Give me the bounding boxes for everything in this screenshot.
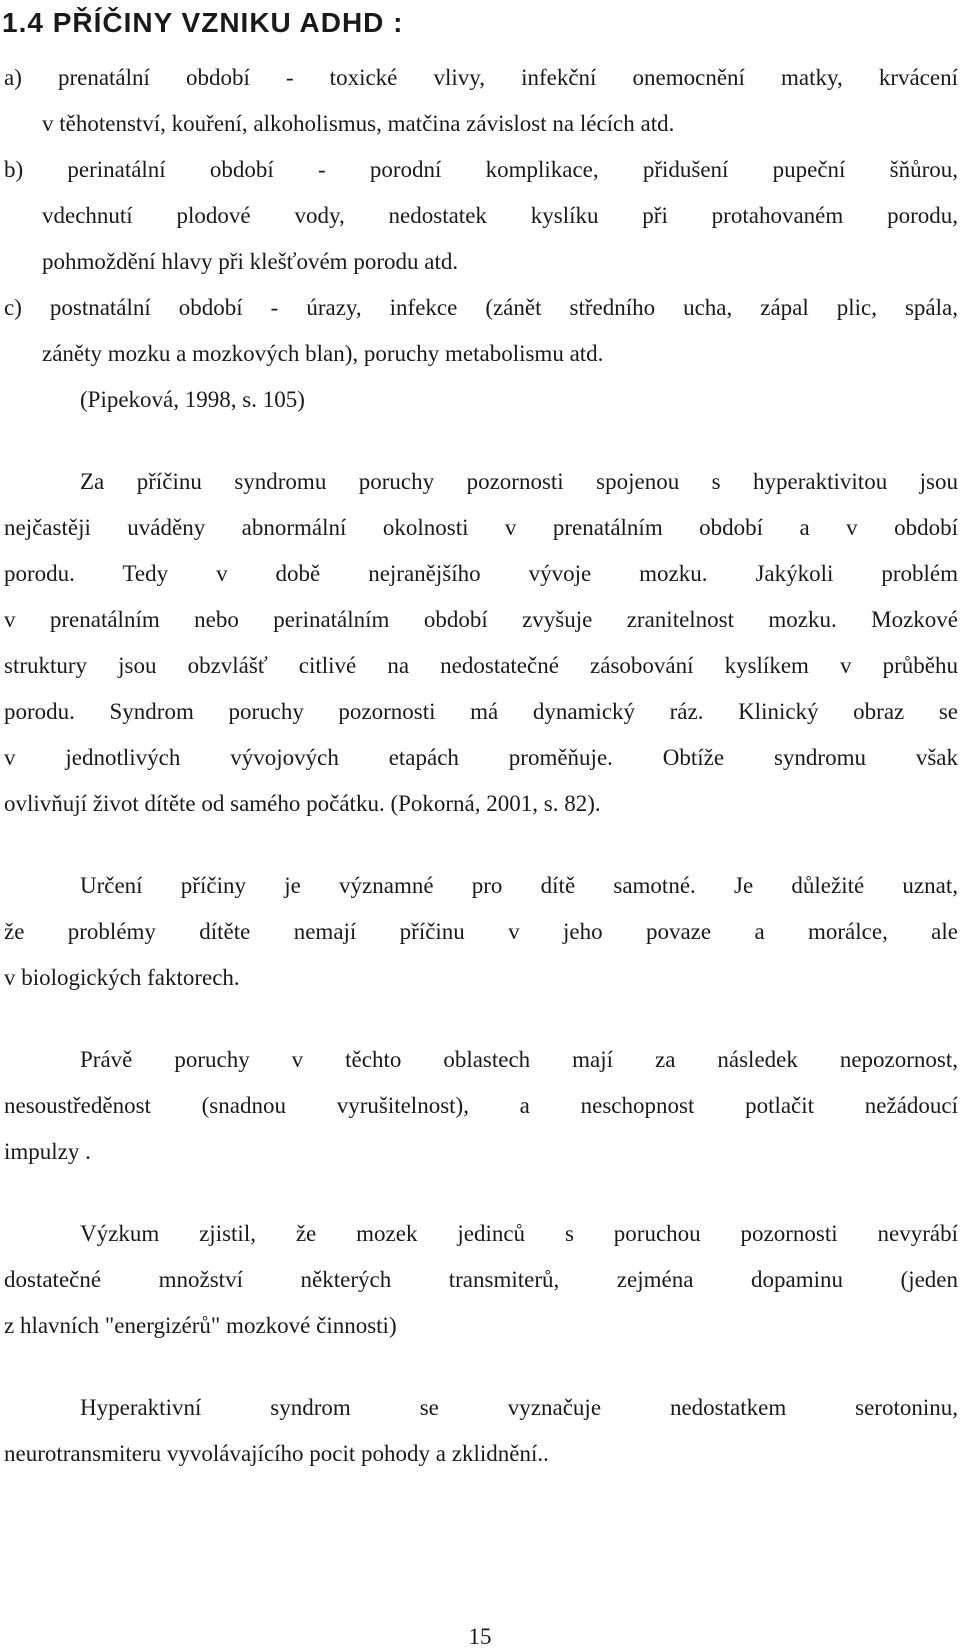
paragraph-4-line-1: Výzkum zjistil, že mozek jedinců s poruchou pozornosti nevyrábí <box>80 1221 958 1246</box>
cause-b-line-3: pohmoždění hlavy při klešťovém porodu atd. <box>42 249 459 274</box>
paragraph-2-line-2: že problémy dítěte nemají příčinu v jeho povaze a morálce, ale <box>4 919 958 944</box>
section-heading: 1.4 PŘÍČINY VZNIKU ADHD : <box>2 7 404 38</box>
paragraph-2-line-1: Určení příčiny je významné pro dítě samotné. Je důležité uznat, <box>80 873 958 898</box>
citation: (Pipeková, 1998, s. 105) <box>80 387 305 412</box>
paragraph-1-line-1: Za příčinu syndromu poruchy pozornosti spojenou s hyperaktivitou jsou <box>80 469 958 494</box>
paragraph-1-line-7: v jednotlivých vývojových etapách proměňuje. Obtíže syndromu však <box>4 745 958 770</box>
cause-b-line-2: vdechnutí plodové vody, nedostatek kyslíku při protahovaném porodu, <box>42 203 958 228</box>
paragraph-1-line-4: v prenatálním nebo perinatálním období zvyšuje zranitelnost mozku. Mozkové <box>4 607 958 632</box>
cause-b-line-1: b) perinatální období - porodní komplikace, přidušení pupeční šňůrou, <box>4 157 958 182</box>
paragraph-1-line-6: porodu. Syndrom poruchy pozornosti má dynamický ráz. Klinický obraz se <box>4 699 958 724</box>
cause-a-line-1: a) prenatální období - toxické vlivy, infekční onemocnění matky, krvácení <box>4 65 958 90</box>
paragraph-3-line-2: nesoustředěnost (snadnou vyrušitelnost), a neschopnost potlačit nežádoucí <box>4 1093 958 1118</box>
paragraph-3-line-3: impulzy . <box>4 1139 91 1164</box>
paragraph-3-line-1: Právě poruchy v těchto oblastech mají za následek nepozornost, <box>80 1047 958 1072</box>
paragraph-1-line-5: struktury jsou obzvlášť citlivé na nedostatečné zásobování kyslíkem v průběhu <box>4 653 958 678</box>
paragraph-1-line-2: nejčastěji uváděny abnormální okolnosti v prenatálním období a v období <box>4 515 958 540</box>
paragraph-1-line-8: ovlivňují život dítěte od samého počátku. (Pokorná, 2001, s. 82). <box>4 791 601 816</box>
cause-c-line-2: záněty mozku a mozkových blan), poruchy metabolismu atd. <box>42 341 604 366</box>
paragraph-2-line-3: v biologických faktorech. <box>4 965 240 990</box>
paragraph-4-line-3: z hlavních "energizérů" mozkové činnosti) <box>4 1313 397 1338</box>
paragraph-1-line-3: porodu. Tedy v době nejranějšího vývoje mozku. Jakýkoli problém <box>4 561 958 586</box>
cause-a-line-2: v těhotenství, kouření, alkoholismus, matčina závislost na lécích atd. <box>42 111 675 136</box>
page-number: 15 <box>468 1624 492 1649</box>
paragraph-5-line-1: Hyperaktivní syndrom se vyznačuje nedostatkem serotoninu, <box>80 1395 958 1420</box>
paragraph-5-line-2: neurotransmiteru vyvolávajícího pocit pohody a zklidnění.. <box>4 1441 549 1466</box>
paragraph-4-line-2: dostatečné množství některých transmiterů, zejména dopaminu (jeden <box>4 1267 958 1292</box>
cause-c-line-1: c) postnatální období - úrazy, infekce (zánět středního ucha, zápal plic, spála, <box>4 295 958 320</box>
